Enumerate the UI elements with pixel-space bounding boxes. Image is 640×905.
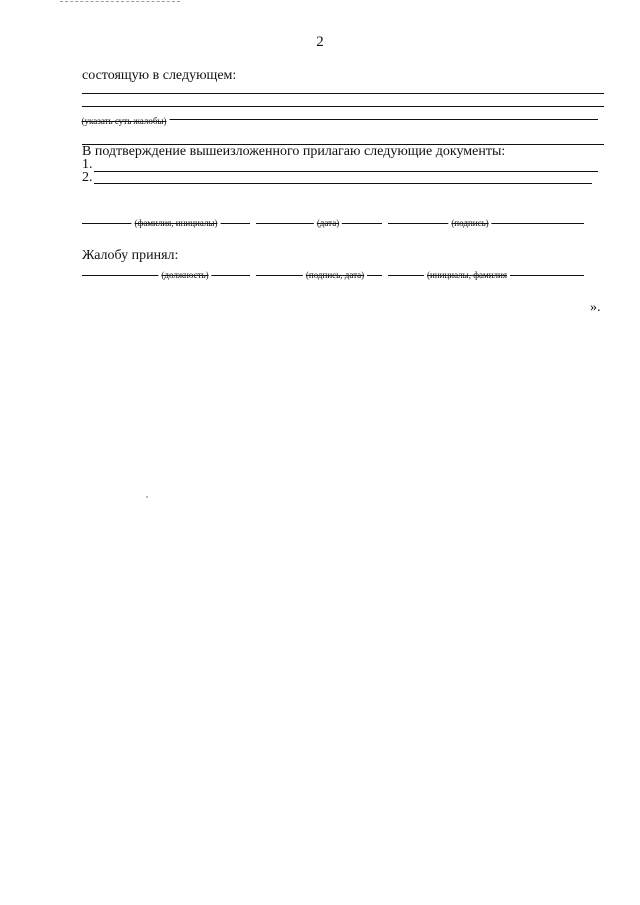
attachments-heading: В подтверждение вышеизложенного прилагаю следующие документы: [82, 144, 506, 159]
complaint-caption: (указать суть жалобы) [79, 116, 170, 126]
attachment-line-2 [94, 183, 592, 184]
signature-caption-sign: (подпись) [448, 218, 491, 228]
accepted-label: Жалобу принял: [82, 248, 179, 263]
signature-caption-date: (дата) [314, 218, 342, 228]
attachment-item-1: 1. [82, 157, 93, 172]
accepted-caption-sign-date: (подпись, дата) [303, 270, 367, 280]
accepted-caption-position: (должность) [158, 270, 211, 280]
scan-artifact-dot [146, 496, 148, 498]
closing-mark: ». [590, 300, 601, 315]
complaint-line-2 [82, 106, 604, 107]
complaint-line-1 [82, 93, 604, 94]
attachment-line-1 [94, 171, 598, 172]
accepted-caption-name: (инициалы, фамилия [424, 270, 510, 280]
intro-text: состоящую в следующем: [82, 68, 237, 83]
page-number: 2 [316, 34, 324, 50]
signature-caption-name: (фамилия, инициалы) [132, 218, 221, 228]
scan-artifact-top [60, 1, 180, 2]
attachment-item-2: 2. [82, 170, 93, 185]
